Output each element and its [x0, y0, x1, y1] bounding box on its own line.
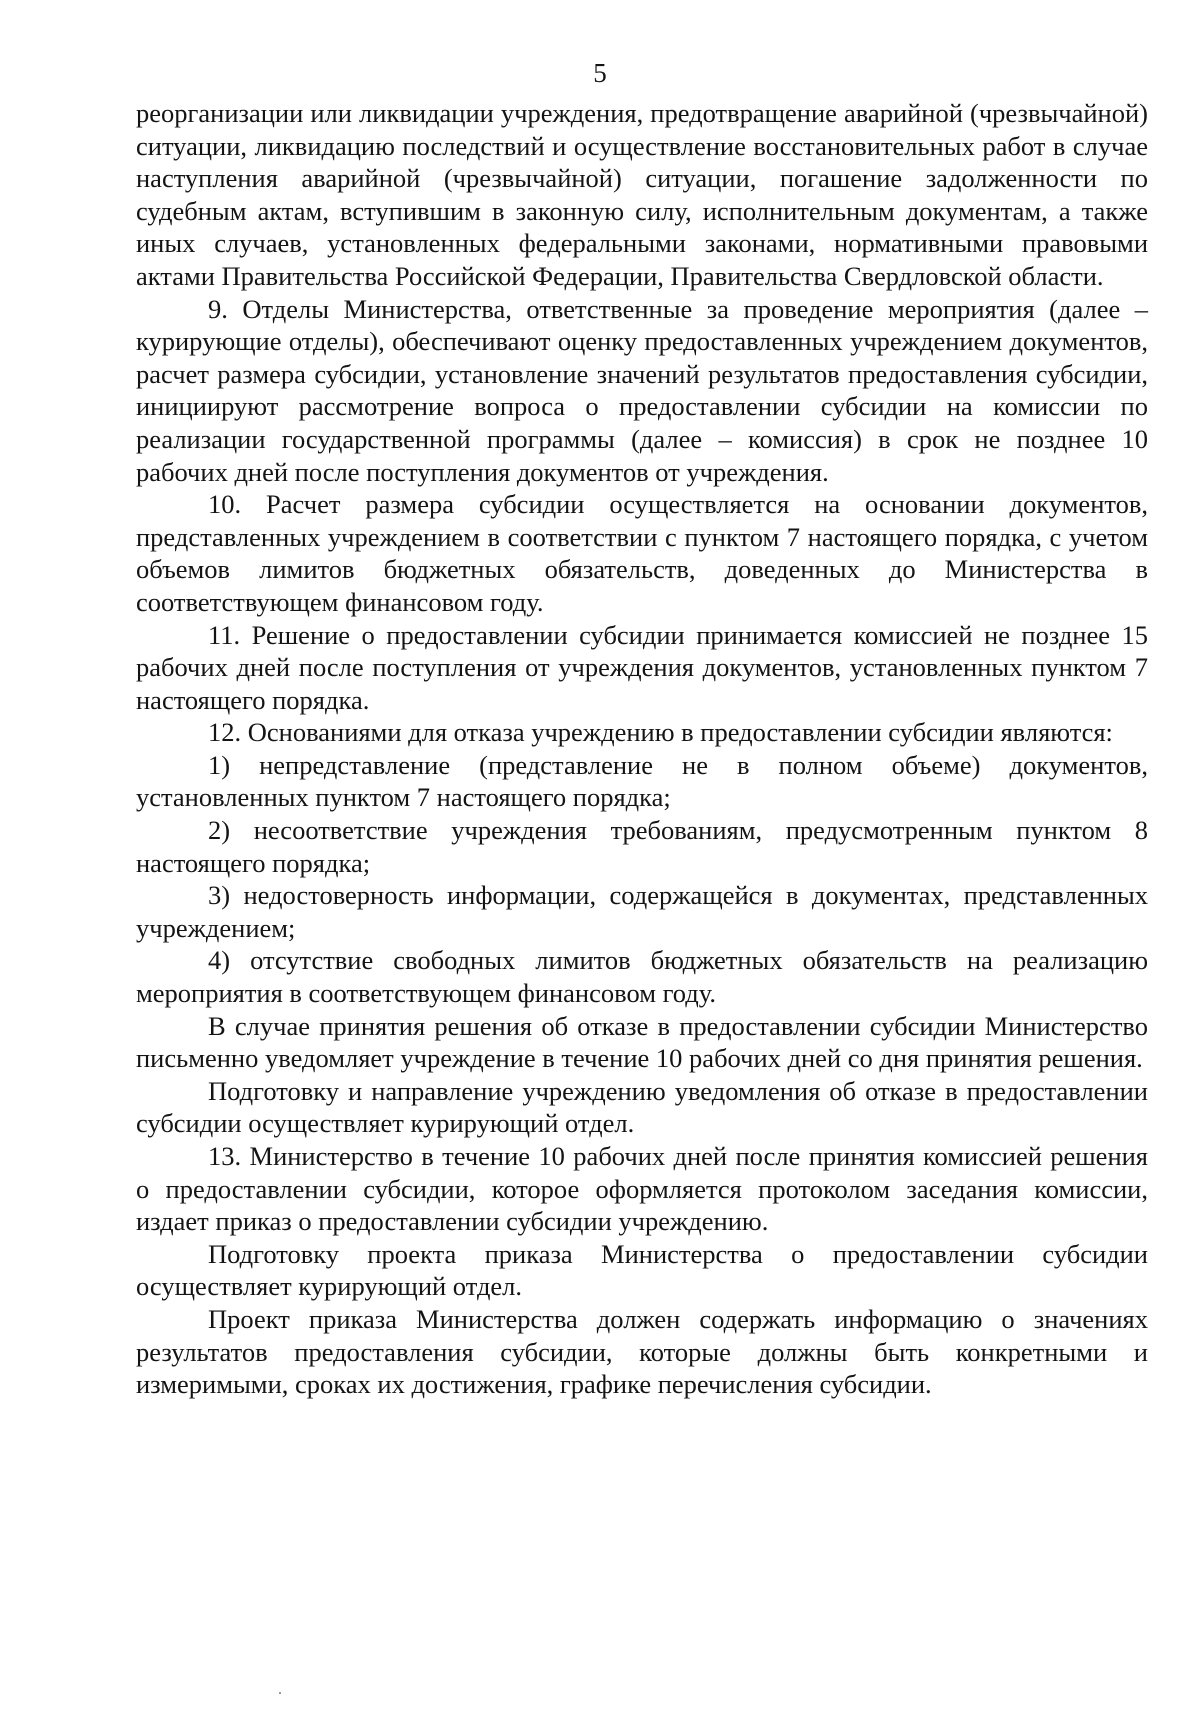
scan-artifact — [279, 1692, 281, 1694]
list-item-12-1: 1) непредставление (представление не в полном объеме) документов, установленных пунктом 7 настоящего порядка; — [136, 749, 1148, 813]
list-item-12-4: 4) отсутствие свободных лимитов бюджетных обязательств на реализацию мероприятия в соответствующем финансовом году. — [136, 945, 1148, 1009]
paragraph-order-content: Проект приказа Министерства должен содержать информацию о значениях результатов предоставления субсидии, которые должны быть конкретными и измеримыми, сроках их достижения, графике перечисления субсидии. — [136, 1303, 1148, 1400]
paragraph-item-10: 10. Расчет размера субсидии осуществляется на основании документов, представленных учреждением в соответствии с пунктом 7 настоящего порядка, с учетом объемов лимитов бюджетных обязательств, доведенных до Министерства в соответствующем финансовом году. — [136, 489, 1148, 617]
paragraph-refusal-notice: В случае принятия решения об отказе в предоставлении субсидии Министерство письменно уведомляет учреждение в течение 10 рабочих дней со дня принятия решения. — [136, 1010, 1148, 1074]
paragraph-item-13: 13. Министерство в течение 10 рабочих дней после принятия комиссией решения о предоставлении субсидии, которое оформляется протоколом заседания комиссии, издает приказ о предоставлении субсидии учреждению. — [136, 1141, 1148, 1237]
list-item-12-3: 3) недостоверность информации, содержащейся в документах, представленных учреждением; — [136, 880, 1148, 943]
paragraph-refusal-preparation: Подготовку и направление учреждению уведомления об отказе в предоставлении субсидии осуществляет курирующий отдел. — [136, 1075, 1148, 1139]
list-item-12-2: 2) несоответствие учреждения требованиям, предусмотренным пунктом 8 настоящего порядка; — [136, 815, 1148, 878]
paragraph-item-9: 9. Отделы Министерства, ответственные за проведение мероприятия (далее – курирующие отделы), обеспечивают оценку предоставленных учреждением документов, расчет размера субсидии, установление значений результатов предоставления субсидии, инициируют рассмотрение вопроса о предоставлении субсидии на комиссии по реализации государственной программы (далее – комиссия) в срок не позднее 10 рабочих дней после поступления документов от учреждения. — [136, 293, 1148, 487]
document-body — [136, 97, 1148, 1401]
paragraph-item-12: 12. Основаниями для отказа учреждению в предоставлении субсидии являются: — [208, 717, 1113, 748]
paragraph-item-11: 11. Решение о предоставлении субсидии принимается комиссией не позднее 15 рабочих дней после поступления от учреждения документов, установленных пунктом 7 настоящего порядка. — [136, 619, 1148, 715]
paragraph-order-preparation: Подготовку проекта приказа Министерства о предоставлении субсидии осуществляет курирующий отдел. — [136, 1238, 1148, 1302]
paragraph-continuation: реорганизации или ликвидации учреждения, предотвращение аварийной (чрезвычайной) ситуации, ликвидацию последствий и осуществление восстановительных работ в случае наступления аварийной (чрезвычайной) ситуации, погашение задолженности по судебным актам, вступившим в законную силу, исполнительным документам, а также иных случаев, установленных федеральными законами, нормативными правовыми актами Правительства Российской Федерации, Правительства Свердловской области. — [136, 98, 1148, 291]
page-number: 5 — [593, 58, 607, 88]
